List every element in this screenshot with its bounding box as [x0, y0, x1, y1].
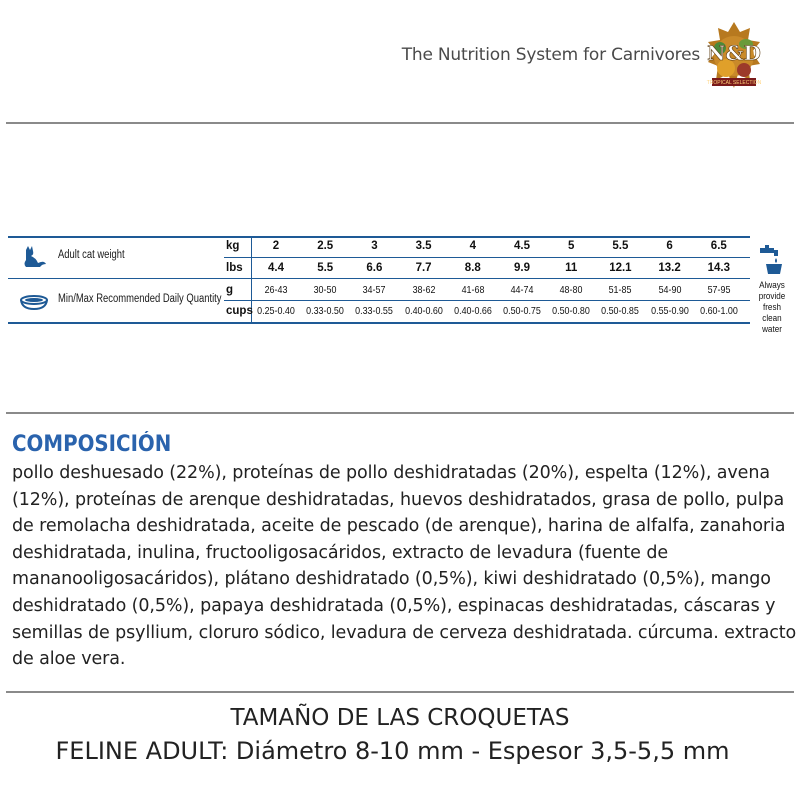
cups-cell: 0.40-0.66 [453, 305, 492, 317]
g-cell: 44-74 [510, 284, 534, 296]
nd-logo [704, 20, 764, 92]
kg-cell: 5.5 [612, 240, 629, 252]
unit-lbs: lbs [226, 262, 243, 274]
cups-cell: 0.50-0.75 [503, 305, 541, 317]
lbs-cell: 8.8 [464, 262, 481, 274]
g-cell: 34-57 [362, 284, 386, 296]
table-top-rule [8, 236, 750, 238]
quantity-row-label: Min/Max Recommended Daily Quantity [58, 293, 222, 305]
logo-subtext: TROPICAL SELECTION [706, 80, 762, 86]
lbs-cell: 14.3 [707, 262, 730, 274]
cups-cell: 0.55-0.90 [650, 305, 689, 317]
lbs-cell: 9.9 [514, 262, 530, 274]
cups-cell: 0.25-0.40 [257, 305, 295, 317]
g-cell: 57-95 [707, 284, 731, 296]
weight-row-label: Adult cat weight [58, 249, 125, 261]
water-faucet-icon [756, 244, 786, 276]
cups-cell: 0.50-0.85 [601, 305, 640, 317]
g-cell: 51-85 [608, 284, 632, 296]
g-cell: 26-43 [264, 284, 288, 296]
divider-middle [6, 412, 794, 414]
cups-cell: 0.50-0.80 [552, 305, 591, 317]
lbs-cell: 6.6 [366, 262, 383, 274]
table-row-rule [224, 257, 750, 258]
kg-cell: 6 [666, 240, 673, 252]
composition-text: pollo deshuesado (22%), proteínas de pollo deshidratadas (20%), espelta (12%), avena (12%), proteínas de arenque deshidratadas, huevos deshidratados, grasa de pollo, pulpa de remolacha deshidratada, aceite de pescado (de arenque), harina de alfalfa, zanahoria deshidratada, inulina, fructooligosacáridos, extracto de levadura (fuente de mananooligosacáridos), plátano deshidratado (0,5%), kiwi deshidratado (0,5%), mango deshidratado (0,5%), papaya deshidratada (0,5%), espinacas deshidratadas, cáscaras y semillas de psyllium, cloruro sódico, levadura de cerveza deshidratada. cúrcuma. extracto de aloe vera. [12, 463, 797, 670]
logo-text: N&D [707, 41, 761, 65]
kg-cell: 4 [469, 240, 476, 252]
g-cell: 48-80 [559, 284, 583, 296]
water-note: Always provide fresh clean water [758, 280, 786, 334]
g-cell: 38-62 [412, 284, 436, 296]
lbs-cell: 7.7 [415, 262, 432, 274]
kg-cell: 2 [272, 240, 280, 252]
food-bowl-icon [18, 292, 50, 312]
g-cell: 30-50 [313, 284, 337, 296]
lbs-cell: 12.1 [609, 262, 632, 274]
unit-g: g [226, 284, 234, 296]
cups-cell: 0.40-0.60 [404, 305, 443, 317]
divider-bottom [6, 691, 794, 693]
lbs-cell: 13.2 [658, 262, 681, 274]
unit-cups: cups [226, 305, 253, 317]
lbs-cell: 11 [565, 262, 578, 274]
cat-icon [18, 246, 48, 270]
table-row-rule [224, 300, 750, 301]
kg-cell: 3 [371, 240, 378, 252]
g-cell: 41-68 [461, 284, 485, 296]
kg-cell: 5 [567, 240, 575, 252]
kibble-size-detail: FELINE ADULT: Diámetro 8-10 mm - Espesor 3,5-5,5 mm [55, 737, 730, 765]
kg-cell: 3.5 [415, 240, 432, 252]
divider-top [6, 122, 794, 124]
g-cell: 54-90 [658, 284, 682, 296]
kibble-size-title: TAMAÑO DE LAS CROQUETAS [230, 705, 570, 731]
kg-cell: 6.5 [710, 240, 727, 252]
kg-cell: 2.5 [317, 240, 334, 252]
cups-cell: 0.33-0.50 [306, 305, 345, 317]
kg-cell: 4.5 [514, 240, 530, 252]
lbs-cell: 5.5 [317, 262, 334, 274]
composition-title: COMPOSICIÓN [12, 432, 172, 457]
lbs-cell: 4.4 [268, 262, 284, 274]
cups-cell: 0.33-0.55 [355, 305, 394, 317]
feeding-table [8, 236, 790, 334]
cups-cell: 0.60-1.00 [699, 305, 738, 317]
table-mid-rule [8, 278, 750, 279]
table-bottom-rule [8, 322, 750, 324]
unit-kg: kg [226, 240, 240, 252]
brand-tagline: The Nutrition System for Carnivores [401, 45, 700, 65]
